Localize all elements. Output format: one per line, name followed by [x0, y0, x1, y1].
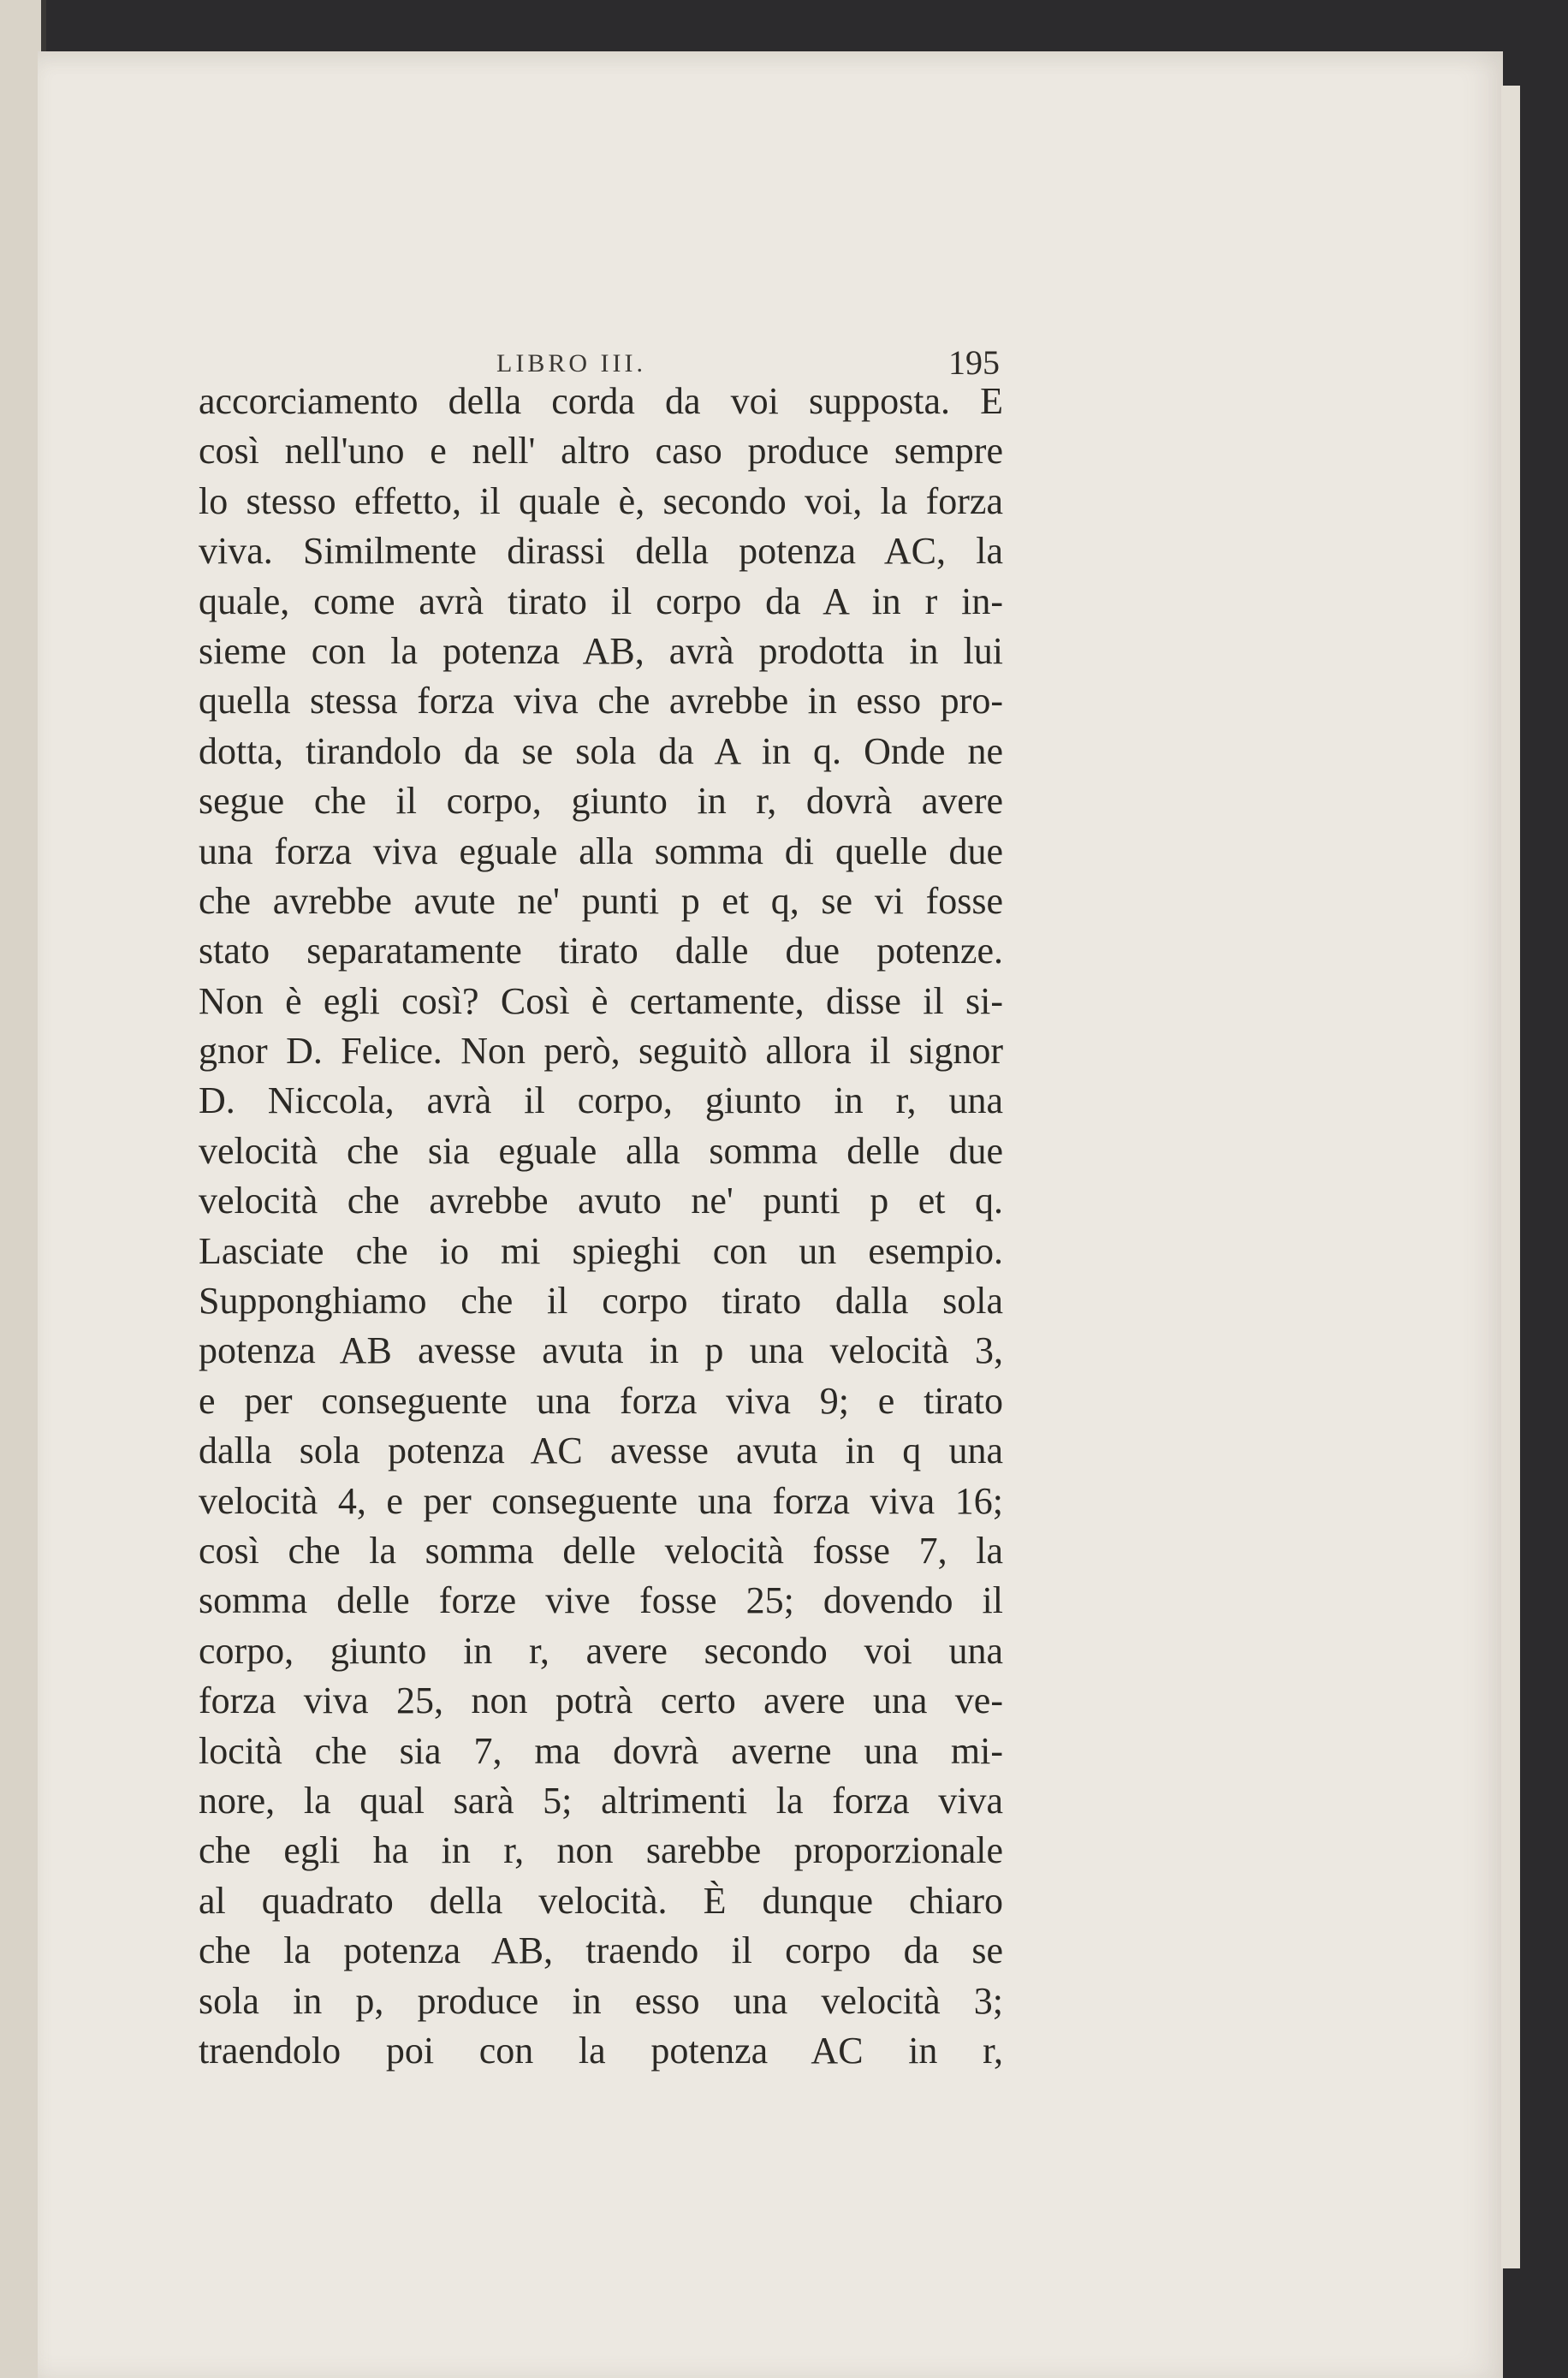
- text-line: una forza viva eguale alla somma di quelle due: [199, 829, 1003, 872]
- text-line: così nell'uno e nell' altro caso produce sempre: [199, 430, 1003, 473]
- text-line: accorciamento della corda da voi supposta. E: [199, 380, 1003, 422]
- text-line: viva. Similmente dirassi della potenza AC, la: [199, 530, 1003, 573]
- text-line: al quadrato della velocità. È dunque chiaro: [199, 1879, 1003, 1922]
- text-line: D. Niccola, avrà il corpo, giunto in r, una: [199, 1079, 1003, 1122]
- text-line: stato separatamente tirato dalle due potenze.: [199, 930, 1003, 972]
- text-line: forza viva 25, non potrà certo avere una ve-: [199, 1679, 1003, 1722]
- text-line: gnor D. Felice. Non però, seguitò allora il signor: [199, 1030, 1003, 1073]
- text-line: quale, come avrà tirato il corpo da A in r in-: [199, 580, 1003, 622]
- text-line: dotta, tirandolo da se sola da A in q. Onde ne: [199, 729, 1003, 772]
- text-line: velocità che sia eguale alla somma delle due: [199, 1129, 1003, 1172]
- running-head: LIBRO III.: [496, 349, 646, 378]
- page-number: 195: [948, 343, 1000, 382]
- text-line: che la potenza AB, traendo il corpo da se: [199, 1929, 1003, 1972]
- text-line: somma delle forze vive fosse 25; dovendo il: [199, 1579, 1003, 1622]
- text-line: potenza AB avesse avuta in p una velocità 3,: [199, 1329, 1003, 1372]
- text-line: velocità 4, e per conseguente una forza viva 16;: [199, 1479, 1003, 1522]
- text-line: Non è egli così? Così è certamente, disse il si-: [199, 979, 1003, 1022]
- body-text: [199, 377, 1003, 2076]
- text-line: nore, la qual sarà 5; altrimenti la forza viva: [199, 1779, 1003, 1822]
- page-right-edge: [1501, 86, 1520, 2268]
- text-line: traendolo poi con la potenza AC in r,: [199, 2029, 1003, 2072]
- text-line: e per conseguente una forza viva 9; e tirato: [199, 1379, 1003, 1422]
- text-line: locità che sia 7, ma dovrà averne una mi-: [199, 1729, 1003, 1772]
- text-line: dalla sola potenza AC avesse avuta in q una: [199, 1430, 1003, 1472]
- text-line: velocità che avrebbe avuto ne' punti p et q.: [199, 1180, 1003, 1222]
- text-line: quella stessa forza viva che avrebbe in esso pro-: [199, 680, 1003, 722]
- text-line: corpo, giunto in r, avere secondo voi una: [199, 1629, 1003, 1672]
- text-line: segue che il corpo, giunto in r, dovrà avere: [199, 780, 1003, 823]
- text-line: lo stesso effetto, il quale è, secondo voi, la forza: [199, 479, 1003, 522]
- text-line: sieme con la potenza AB, avrà prodotta in lui: [199, 629, 1003, 672]
- text-line: così che la somma delle velocità fosse 7, la: [199, 1529, 1003, 1572]
- text-line: Supponghiamo che il corpo tirato dalla sola: [199, 1280, 1003, 1323]
- text-line: Lasciate che io mi spieghi con un esempio.: [199, 1229, 1003, 1272]
- text-line: che egli ha in r, non sarebbe proporzionale: [199, 1829, 1003, 1872]
- text-line: che avrebbe avute ne' punti p et q, se vi fosse: [199, 879, 1003, 922]
- text-line: sola in p, produce in esso una velocità 3;: [199, 1979, 1003, 2022]
